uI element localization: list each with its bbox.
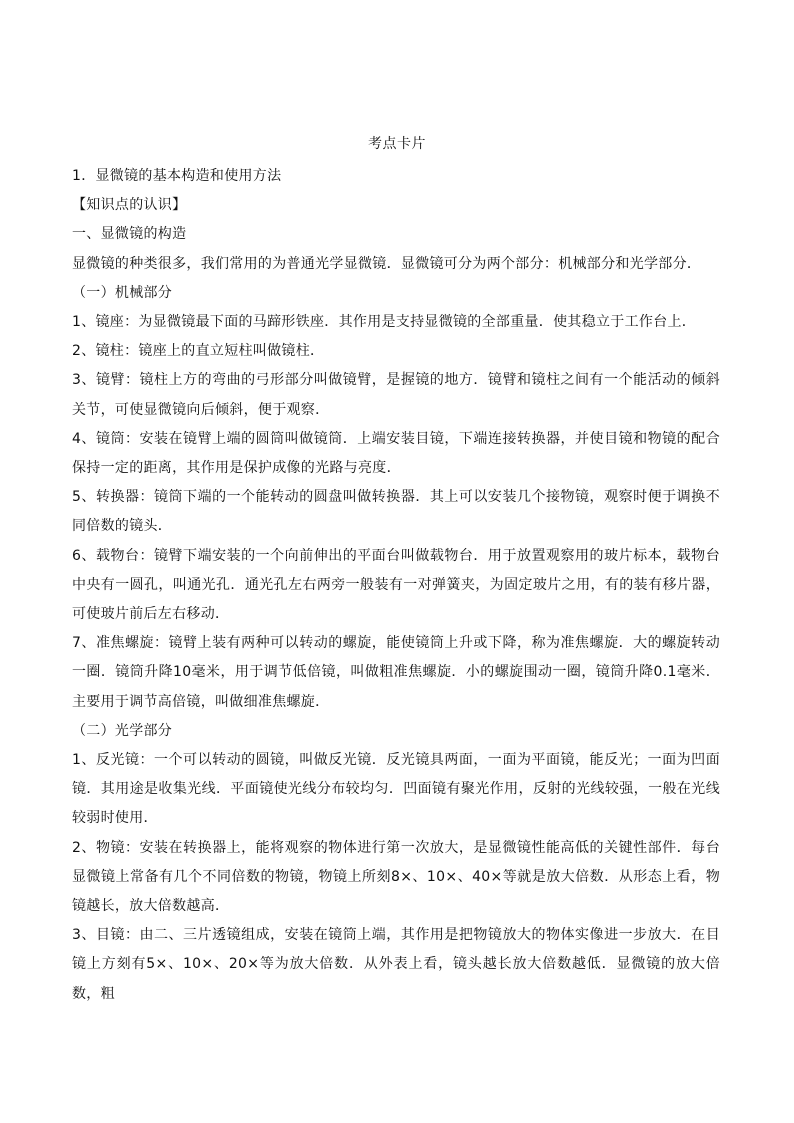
list-item: 5、转换器：镜筒下端的一个能转动的圆盘叫做转换器．其上可以安装几个接物镜，观察时便于调换不同倍数的镜头． (72, 489, 720, 535)
list-item: 2、物镜：安装在转换器上，能将观察的物体进行第一次放大，是显微镜性能高低的关键性部件．每台显微镜上常备有几个不同倍数的物镜，物镜上所刻8×、10×、40×等就是放大倍数．从形态上看，物镜越长，放大倍数越高． (72, 839, 720, 915)
list-item: 7、准焦螺旋：镜臂上装有两种可以转动的螺旋，能使镜筒上升或下降，称为准焦螺旋．大的螺旋转动一圈．镜筒升降10毫米，用于调节低倍镜，叫做粗准焦螺旋．小的螺旋围动一圈，镜筒升降0.1毫米．主要用于调节高倍镜，叫做细准焦螺旋． (72, 635, 720, 710)
list-item: 1、反光镜：一个可以转动的圆镜，叫做反光镜．反光镜具两面，一面为平面镜，能反光；一面为凹面镜．其用途是收集光线．平面镜使光线分布较均匀．凹面镜有聚光作用，反射的光线较强，一般在光线较弱时使用． (72, 752, 720, 827)
knowledge-heading: 【知识点的认识】 (72, 197, 187, 214)
list-item: 3、镜臂：镜柱上方的弯曲的弓形部分叫做镜臂，是握镜的地方．镜臂和镜柱之间有一个能活动的倾斜关节，可使显微镜向后倾斜，便于观察． (72, 372, 720, 418)
subsection-heading: 一、显微镜的构造 (72, 226, 187, 243)
part-heading-mechanical: （一）机械部分 (72, 284, 173, 301)
page-title: 考点卡片 (368, 136, 426, 152)
document-body (72, 162, 720, 1009)
list-item: 3、目镜：由二、三片透镜组成，安装在镜筒上端，其作用是把物镜放大的物体实像进一步放大．在目镜上方刻有5×、10×、20×等为放大倍数．从外表上看，镜头越长放大倍数越低．显微镜的放大倍数，粗 (72, 927, 720, 1002)
list-item: 1、镜座：为显微镜最下面的马蹄形铁座．其作用是支持显微镜的全部重量．使其稳立于工作台上． (72, 314, 697, 331)
list-item: 2、镜柱：镜座上的直立短柱叫做镜柱． (72, 343, 325, 360)
part-heading-optical: （二）光学部分 (72, 722, 173, 739)
list-item: 4、镜筒：安装在镜臂上端的圆筒叫做镜筒．上端安装目镜，下端连接转换器，并使目镜和物镜的配合保持一定的距离，其作用是保护成像的光路与亮度． (72, 430, 720, 477)
section-heading: 1．显微镜的基本构造和使用方法 (72, 168, 282, 184)
paragraph: 显微镜的种类很多，我们常用的为普通光学显微镜．显微镜可分为两个部分：机械部分和光学部分． (72, 255, 702, 272)
list-item: 6、载物台：镜臂下端安装的一个向前伸出的平面台叫做载物台．用于放置观察用的玻片标本，载物台中央有一圆孔，叫通光孔．通光孔左右两旁一般装有一对弹簧夹，为固定玻片之用，有的装有移片器，可使玻片前后左右移动． (72, 547, 720, 623)
